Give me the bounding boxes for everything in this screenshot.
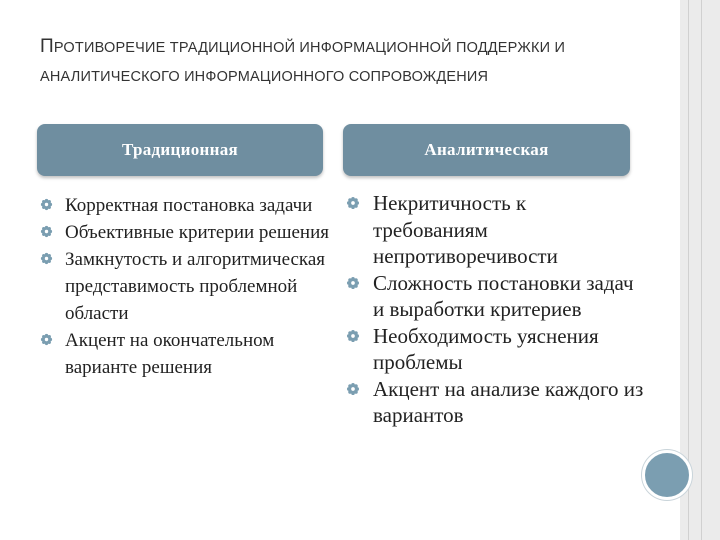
header-analytical-label: Аналитическая — [424, 140, 549, 159]
list-item-text: Необходимость уяснения проблемы — [373, 323, 599, 374]
list-item-text: Некритичность к требованиям непротиворечивости — [373, 191, 558, 268]
gear-flower-icon — [40, 198, 53, 211]
gear-flower-icon — [40, 225, 53, 238]
list-item-text: Акцент на окончательном варианте решения — [65, 330, 275, 378]
list-item-text: Корректная постановка задачи — [65, 195, 313, 216]
list-item — [40, 219, 330, 246]
analytical-list — [346, 190, 646, 429]
list-item — [346, 270, 646, 323]
list-item-text: Объективные критерии решения — [65, 222, 330, 243]
header-traditional-label: Традиционная — [121, 140, 239, 159]
list-item — [40, 246, 330, 327]
list-item-text: Замкнутость и алгоритмическая представимость проблемной области — [65, 249, 326, 324]
list-item-text: Акцент на анализе каждого из вариантов — [373, 376, 644, 427]
gear-flower-icon — [346, 276, 360, 290]
header-traditional — [37, 124, 323, 176]
traditional-list — [40, 192, 330, 381]
gear-flower-icon — [40, 333, 53, 346]
gear-flower-icon — [346, 382, 360, 396]
header-analytical — [343, 124, 630, 176]
slide-frame-lines — [688, 0, 702, 540]
gear-flower-icon — [346, 329, 360, 343]
list-item — [40, 327, 330, 381]
title-text: РОТИВОРЕЧИЕ ТРАДИЦИОННОЙ ИНФОРМАЦИОННОЙ ПОДДЕРЖКИ И АНАЛИТИЧЕСКОГО ИНФОРМАЦИОННОГО СОПРОВОЖДЕНИЯ — [40, 40, 566, 85]
gear-flower-icon — [40, 252, 53, 265]
slide-title — [40, 32, 660, 92]
title-first-letter: П — [40, 36, 54, 57]
list-item-text: Сложность постановки задач и выработки критериев — [373, 270, 634, 321]
decorative-circle — [642, 450, 692, 500]
gear-flower-icon — [346, 196, 360, 210]
list-item — [346, 376, 646, 429]
list-item — [346, 323, 646, 376]
list-item — [346, 190, 646, 270]
list-item — [40, 192, 330, 219]
